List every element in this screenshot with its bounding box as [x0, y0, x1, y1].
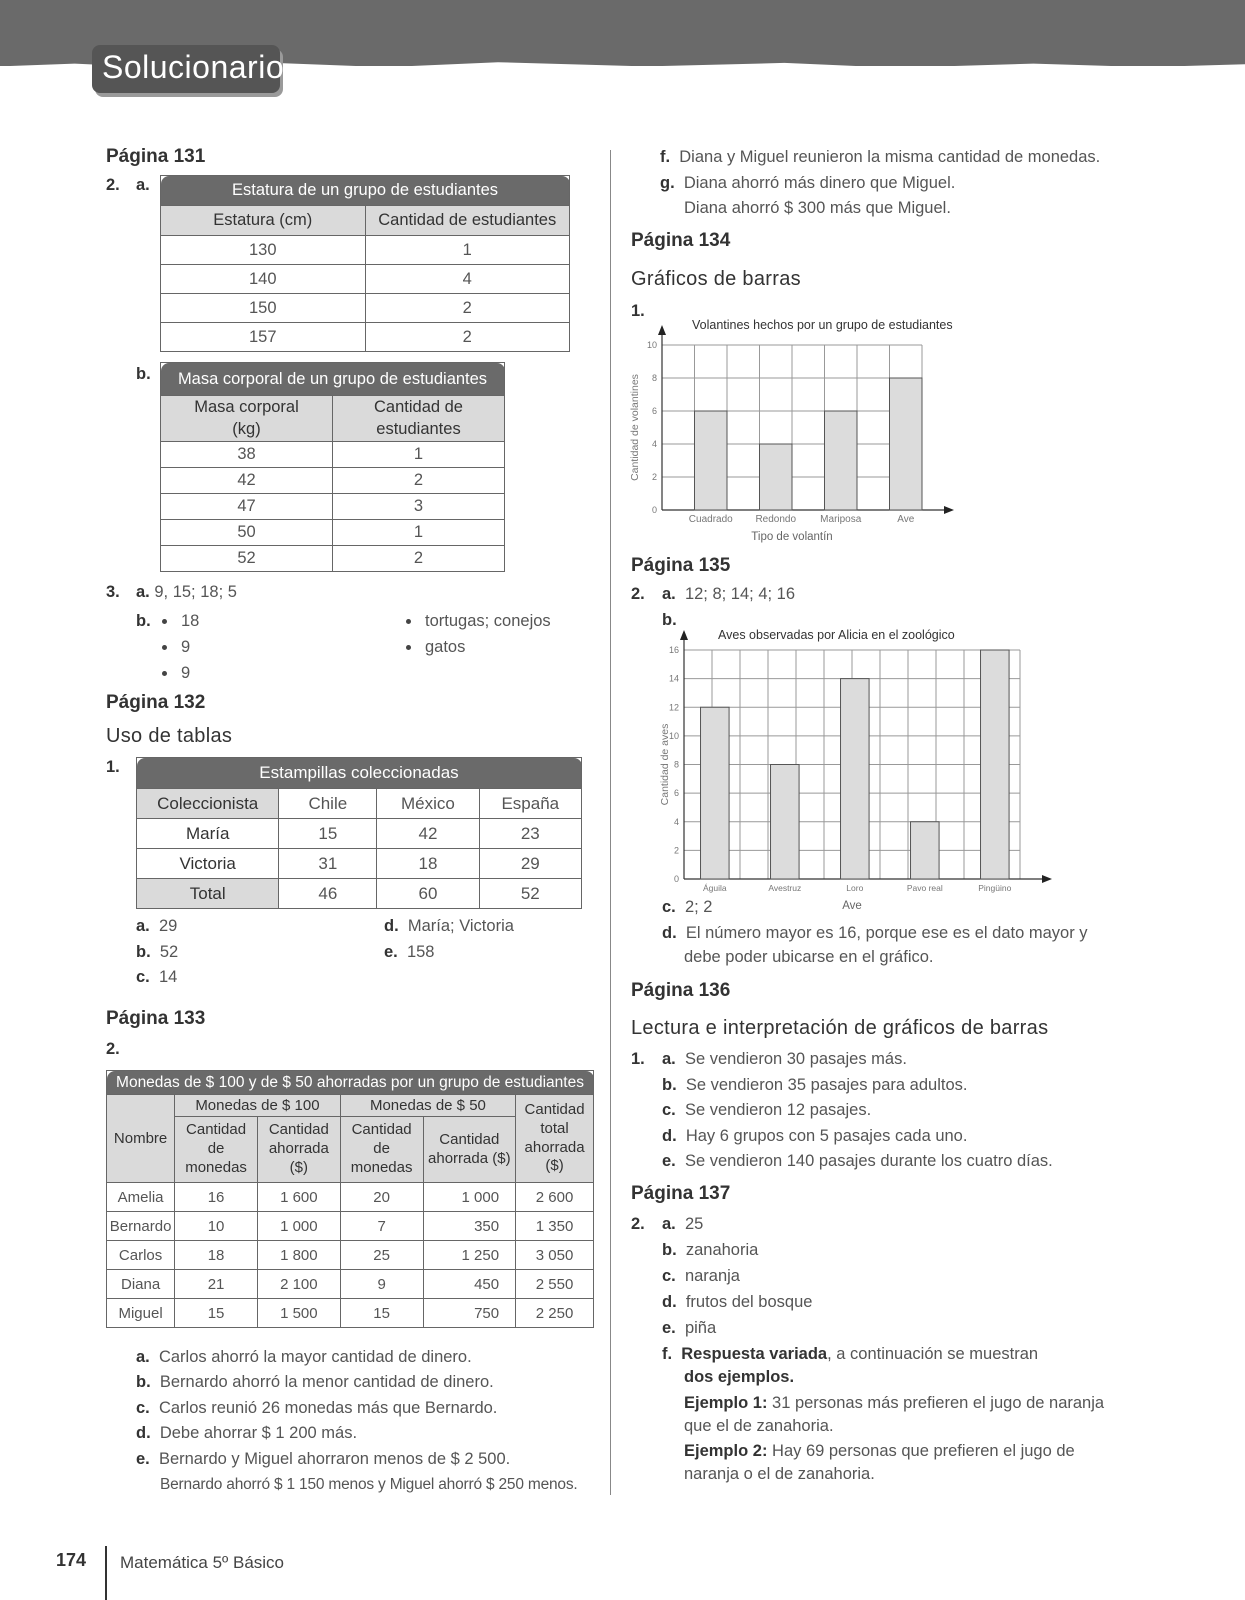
x-tick-label: Mariposa — [820, 514, 862, 525]
answer-item: d. frutos del bosque — [662, 1293, 813, 1311]
table-row — [161, 546, 505, 572]
table-row — [137, 879, 582, 909]
answer-item: d. María; Victoria — [384, 917, 514, 935]
answer-detail: que el de zanahoria. — [684, 1417, 834, 1435]
table-cell: 31 — [279, 849, 377, 879]
answer-item: b. 52 — [136, 943, 179, 961]
chart-bar — [911, 822, 940, 879]
list-item: tortugas; conejos — [406, 612, 551, 631]
table-header: Cantidad de monedas — [175, 1117, 258, 1183]
table-row — [161, 294, 570, 323]
answer-item: f. Diana y Miguel reunieron la misma cantidad de monedas. — [660, 148, 1101, 166]
table-row — [161, 442, 505, 468]
table-cell: 2 550 — [516, 1270, 594, 1299]
x-axis-arrow-icon — [944, 506, 954, 514]
answer-item: b. Se vendieron 35 pasajes para adultos. — [662, 1076, 968, 1094]
y-axis-arrow-icon — [658, 325, 666, 335]
table-cell: 42 — [377, 819, 479, 849]
q3a-answer: a. 9, 15; 18; 5 — [136, 583, 237, 601]
table-header: Cantidad ahorrada ($) — [423, 1117, 516, 1183]
y-tick-label: 2 — [673, 845, 679, 856]
x-axis-label: Ave — [842, 900, 862, 912]
x-tick-label: Redondo — [755, 514, 797, 525]
table-cell: 2 — [365, 323, 570, 352]
chart-volantines — [628, 312, 998, 552]
y-tick-label: 2 — [651, 472, 657, 482]
table-cell: 350 — [423, 1212, 516, 1241]
table-cell: Carlos — [107, 1241, 175, 1270]
section-graficos-de-barras: Gráficos de barras — [631, 268, 801, 290]
y-tick-label: 8 — [673, 759, 679, 770]
table-cell: 150 — [161, 294, 366, 323]
table-row — [107, 1212, 594, 1241]
table-estampillas — [136, 757, 582, 909]
y-tick-label: 4 — [673, 816, 679, 827]
answer-detail: Diana ahorró $ 300 más que Miguel. — [684, 199, 951, 217]
table-row — [161, 520, 505, 546]
table-header: Cantidad de estudiantes — [333, 396, 505, 442]
table-header: Monedas de $ 50 — [340, 1095, 515, 1117]
list-item: 18 — [162, 612, 199, 631]
column-divider — [610, 150, 611, 1495]
bullet-icon — [162, 645, 167, 650]
chart-bar — [825, 411, 858, 510]
heading-pagina-136: Página 136 — [631, 980, 731, 1001]
table-row — [107, 1299, 594, 1328]
answer-item: g. Diana ahorró más dinero que Miguel. — [660, 174, 956, 192]
table-masa — [160, 362, 505, 572]
page-number: 174 — [56, 1550, 87, 1570]
page-title: Solucionario — [92, 45, 280, 93]
table-header: México — [377, 789, 479, 819]
answer-item: c. naranja — [662, 1267, 740, 1285]
q2-number: 2. — [631, 585, 645, 603]
table-cell: 7 — [340, 1212, 423, 1241]
q2a-label: a. — [136, 176, 150, 194]
answer-item: c. 14 — [136, 968, 178, 986]
table-cell: Diana — [107, 1270, 175, 1299]
x-tick-label: Pavo real — [906, 883, 943, 893]
q1-number: 1. — [631, 302, 645, 320]
table-monedas — [106, 1070, 594, 1328]
table-caption: Monedas de $ 100 y de $ 50 ahorradas por un grupo de estudiantes — [107, 1071, 594, 1095]
x-axis-arrow-icon — [1042, 875, 1052, 883]
bullet-icon — [162, 619, 167, 624]
y-tick-label: 16 — [668, 645, 679, 655]
chart-title: Volantines hechos por un grupo de estudiantes — [692, 318, 953, 332]
y-axis-arrow-icon — [680, 630, 688, 640]
x-axis-label: Tipo de volantín — [751, 531, 833, 543]
table-row — [107, 1270, 594, 1299]
x-tick-label: Cuadrado — [688, 514, 733, 525]
y-tick-label: 10 — [646, 340, 657, 350]
table-cell: 2 — [333, 546, 505, 572]
y-axis-label: Cantidad de aves — [659, 723, 671, 806]
table-cell: 15 — [279, 819, 377, 849]
answer-item: a. Se vendieron 30 pasajes más. — [662, 1050, 907, 1068]
y-tick-label: 12 — [668, 702, 679, 713]
table-cell: Total — [137, 879, 279, 909]
y-tick-label: 8 — [651, 373, 657, 383]
y-tick-label: 6 — [673, 788, 679, 799]
answer-item: e. 158 — [384, 943, 435, 961]
answer-item: a. 12; 8; 14; 4; 16 — [662, 585, 796, 603]
q3b-label: b. — [136, 612, 151, 630]
table-header: Estatura (cm) — [161, 206, 366, 236]
answer-item: d. El número mayor es 16, porque ese es el dato mayor y — [662, 924, 1088, 942]
table-header: España — [479, 789, 581, 819]
answer-item: b. zanahoria — [662, 1241, 759, 1259]
chart-bar — [701, 707, 730, 879]
answer-item: a. 29 — [136, 917, 178, 935]
table-cell: 3 — [333, 494, 505, 520]
list-item: gatos — [406, 638, 465, 657]
table-cell: 38 — [161, 442, 333, 468]
q3-number: 3. — [106, 583, 120, 601]
answer-detail: Bernardo ahorró $ 1 150 menos y Miguel ahorró $ 250 menos. — [160, 1476, 578, 1493]
table-header: Masa corporal (kg) — [161, 396, 333, 442]
table-caption: Estatura de un grupo de estudiantes — [161, 176, 570, 206]
table-cell: 450 — [423, 1270, 516, 1299]
table-cell: 4 — [365, 265, 570, 294]
table-cell: Miguel — [107, 1299, 175, 1328]
table-cell: 1 — [365, 236, 570, 265]
table-header: Monedas de $ 100 — [175, 1095, 341, 1117]
answer-item: d. Hay 6 grupos con 5 pasajes cada uno. — [662, 1127, 968, 1145]
table-cell: 16 — [175, 1183, 258, 1212]
table-header: Cantidad total ahorrada ($) — [516, 1095, 594, 1183]
table-header: Cantidad de estudiantes — [365, 206, 570, 236]
table-cell: 29 — [479, 849, 581, 879]
answer-item: c. Se vendieron 12 pasajes. — [662, 1101, 872, 1119]
y-tick-label: 4 — [651, 439, 657, 449]
table-row — [161, 265, 570, 294]
answer-item: e. Bernardo y Miguel ahorraron menos de $ 2 500. — [136, 1450, 511, 1468]
answer-item: e. Se vendieron 140 pasajes durante los cuatro días. — [662, 1152, 1053, 1170]
q2-number: 2. — [631, 1215, 645, 1233]
table-row — [107, 1183, 594, 1212]
bullet-icon — [406, 645, 411, 650]
table-cell: 47 — [161, 494, 333, 520]
section-uso-de-tablas: Uso de tablas — [106, 725, 233, 747]
bullet-icon — [162, 671, 167, 676]
x-tick-label: Pingüino — [978, 883, 1012, 893]
table-cell: 1 000 — [257, 1212, 340, 1241]
table-cell: 157 — [161, 323, 366, 352]
answer-item: c. 2; 2 — [662, 898, 713, 916]
table-cell: 2 — [365, 294, 570, 323]
answer-detail: debe poder ubicarse en el gráfico. — [684, 948, 934, 966]
table-cell: 21 — [175, 1270, 258, 1299]
heading-pagina-133: Página 133 — [106, 1008, 206, 1029]
table-cell: 42 — [161, 468, 333, 494]
answer-detail: naranja o el de zanahoria. — [684, 1465, 875, 1483]
table-cell: 1 — [333, 520, 505, 546]
table-header: Cantidad de monedas — [340, 1117, 423, 1183]
table-cell: Victoria — [137, 849, 279, 879]
table-cell: 750 — [423, 1299, 516, 1328]
table-cell: 2 — [333, 468, 505, 494]
heading-pagina-132: Página 132 — [106, 692, 206, 713]
y-tick-label: 6 — [651, 406, 657, 416]
chart-bar — [981, 650, 1010, 879]
table-cell: 1 — [333, 442, 505, 468]
answer-item: b. Bernardo ahorró la menor cantidad de dinero. — [136, 1373, 494, 1391]
answer-item: e. piña — [662, 1319, 717, 1337]
chart-bar — [695, 411, 728, 510]
answer-item: a. 25 — [662, 1215, 704, 1233]
table-row — [161, 323, 570, 352]
list-item: 9 — [162, 638, 190, 657]
table-cell: 1 500 — [257, 1299, 340, 1328]
table-estatura — [160, 175, 570, 352]
table-cell: 130 — [161, 236, 366, 265]
chart-title: Aves observadas por Alicia en el zoológico — [718, 628, 955, 642]
table-row — [137, 819, 582, 849]
y-axis-label: Cantidad de volantines — [629, 374, 641, 481]
table-cell: 2 100 — [257, 1270, 340, 1299]
list-item: 9 — [162, 664, 190, 683]
answer-item: d. Debe ahorrar $ 1 200 más. — [136, 1424, 358, 1442]
chart-bar — [760, 444, 793, 510]
table-row — [161, 468, 505, 494]
table-cell: 1 800 — [257, 1241, 340, 1270]
answer-item: c. Carlos reunió 26 monedas más que Bernardo. — [136, 1399, 498, 1417]
y-tick-label: 10 — [668, 730, 679, 741]
chart-bar — [890, 378, 923, 510]
y-tick-label: 0 — [651, 505, 657, 515]
q1-number: 1. — [631, 1050, 645, 1068]
answer-item: a. Carlos ahorró la mayor cantidad de dinero. — [136, 1348, 472, 1366]
table-cell: 3 050 — [516, 1241, 594, 1270]
table-cell: 25 — [340, 1241, 423, 1270]
table-header: Nombre — [107, 1095, 175, 1183]
chart-bar — [771, 765, 800, 880]
table-cell: Bernardo — [107, 1212, 175, 1241]
section-lectura-graficos: Lectura e interpretación de gráficos de barras — [631, 1017, 1049, 1039]
table-header: Chile — [279, 789, 377, 819]
table-header: Cantidad ahorrada ($) — [257, 1117, 340, 1183]
q2b-label: b. — [136, 365, 151, 383]
table-cell: 18 — [377, 849, 479, 879]
x-tick-label: Avestruz — [768, 883, 802, 893]
y-tick-label: 14 — [668, 673, 679, 684]
table-cell: 140 — [161, 265, 366, 294]
y-tick-label: 0 — [673, 874, 679, 884]
table-row — [161, 494, 505, 520]
table-header: Coleccionista — [137, 789, 279, 819]
answer-label: b. — [662, 611, 677, 629]
table-cell: 46 — [279, 879, 377, 909]
table-cell: 15 — [175, 1299, 258, 1328]
table-cell: 18 — [175, 1241, 258, 1270]
heading-pagina-137: Página 137 — [631, 1183, 731, 1204]
answer-detail: Ejemplo 2: Hay 69 personas que prefieren el jugo de — [684, 1442, 1075, 1460]
table-cell: 52 — [161, 546, 333, 572]
table-cell: 1 250 — [423, 1241, 516, 1270]
table-cell: 50 — [161, 520, 333, 546]
heading-pagina-131: Página 131 — [106, 146, 206, 167]
table-row — [137, 849, 582, 879]
q2-number: 2. — [106, 1040, 120, 1058]
table-cell: 9 — [340, 1270, 423, 1299]
table-cell: 20 — [340, 1183, 423, 1212]
x-tick-label: Águila — [702, 883, 727, 893]
table-cell: Amelia — [107, 1183, 175, 1212]
table-cell: 1 600 — [257, 1183, 340, 1212]
footer-book-title: Matemática 5º Básico — [120, 1553, 284, 1572]
table-cell: 52 — [479, 879, 581, 909]
table-cell: 2 250 — [516, 1299, 594, 1328]
answer-detail: dos ejemplos. — [684, 1368, 795, 1386]
table-cell: 2 600 — [516, 1183, 594, 1212]
table-cell: 23 — [479, 819, 581, 849]
table-cell: María — [137, 819, 279, 849]
table-row — [107, 1241, 594, 1270]
bullet-icon — [406, 619, 411, 624]
answer-detail: Ejemplo 1: 31 personas más prefieren el jugo de naranja — [684, 1394, 1105, 1412]
table-caption: Estampillas coleccionadas — [137, 758, 582, 789]
q1-number: 1. — [106, 758, 120, 776]
chart-bar — [841, 679, 870, 879]
footer-divider — [105, 1546, 107, 1600]
table-cell: 10 — [175, 1212, 258, 1241]
heading-pagina-134: Página 134 — [631, 230, 731, 251]
table-cell: 1 000 — [423, 1183, 516, 1212]
answer-item: f. Respuesta variada, a continuación se muestran — [662, 1345, 1039, 1363]
heading-pagina-135: Página 135 — [631, 555, 731, 576]
table-cell: 60 — [377, 879, 479, 909]
table-cell: 1 350 — [516, 1212, 594, 1241]
x-tick-label: Loro — [846, 883, 864, 893]
x-tick-label: Ave — [897, 514, 915, 525]
q2-number: 2. — [106, 176, 120, 194]
table-cell: 15 — [340, 1299, 423, 1328]
table-caption: Masa corporal de un grupo de estudiantes — [161, 363, 505, 396]
table-row — [161, 236, 570, 265]
